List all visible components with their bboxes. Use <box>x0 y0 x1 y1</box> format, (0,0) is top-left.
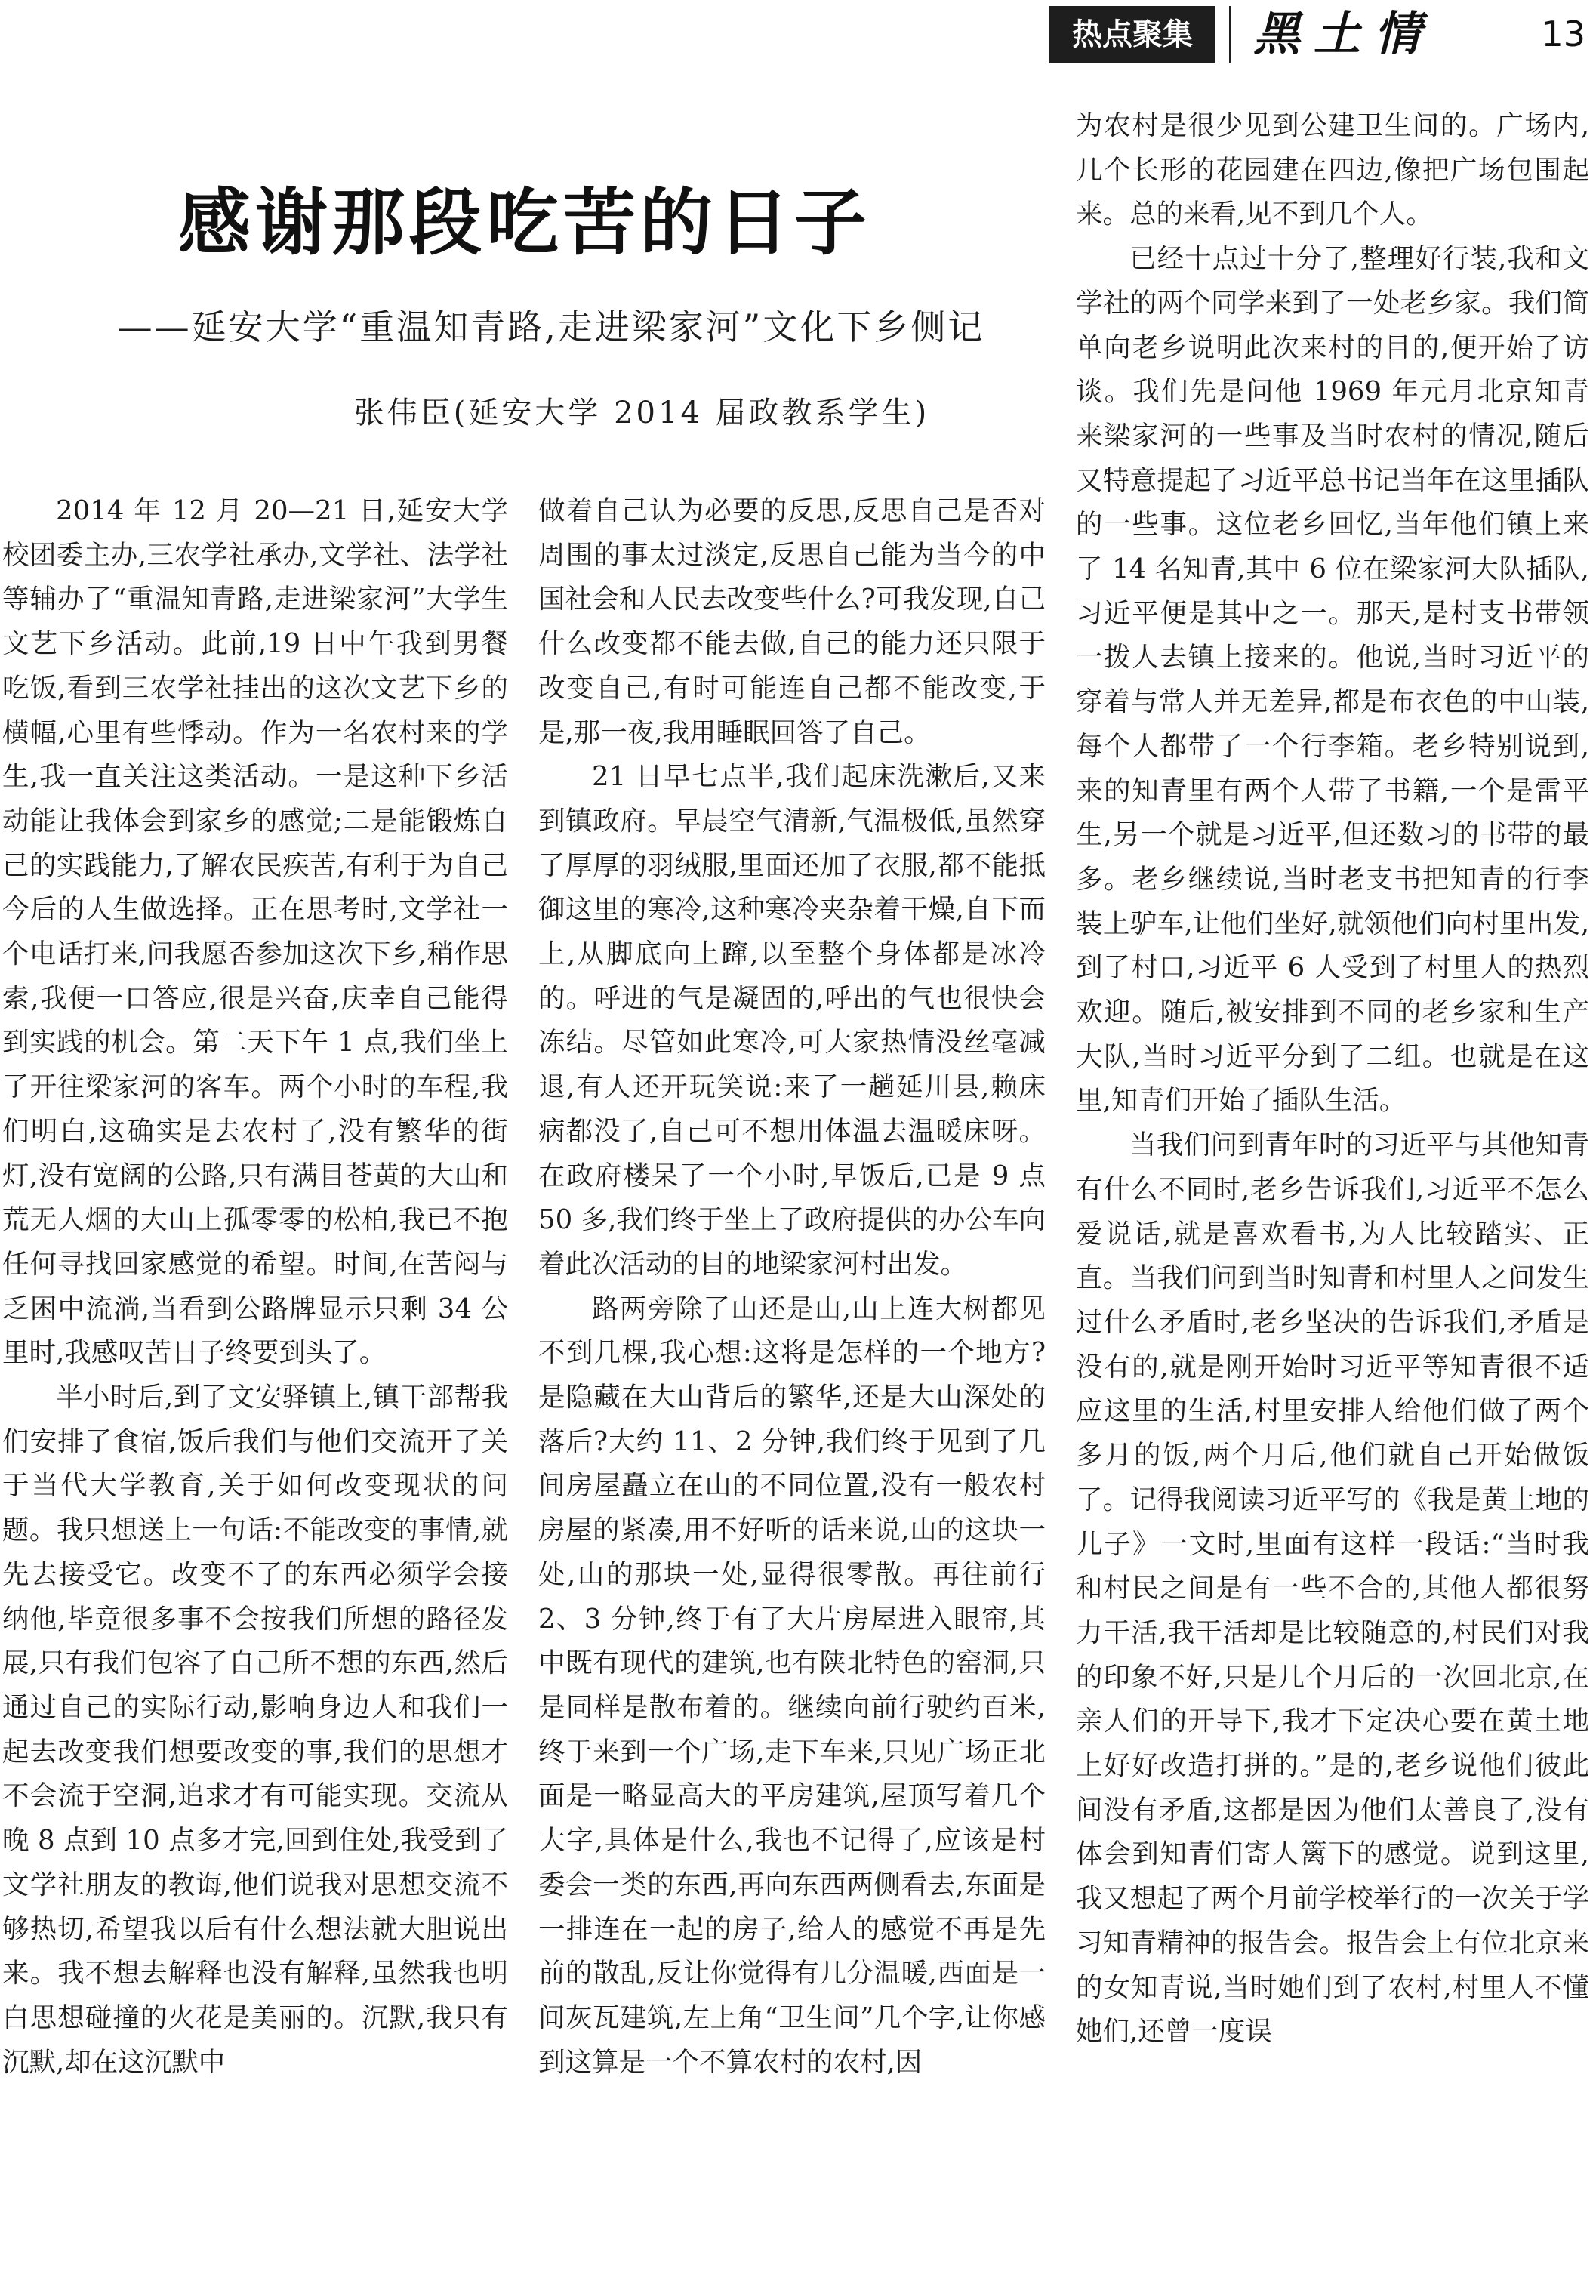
header-divider <box>1229 6 1231 63</box>
paragraph: 做着自己认为必要的反思,反思自己是否对周围的事太过淡定,反思自己能为当今的中国社会和人民去改变些什么?可我发现,自己什么改变都不能去做,自己的能力还只限于改变自己,有时可能连自己都不能改变,于是,那一夜,我用睡眠回答了自己。 <box>538 495 1046 748</box>
section-tag: 热点聚集 <box>1049 6 1215 63</box>
paragraph: 半小时后,到了文安驿镇上,镇干部帮我们安排了食宿,饭后我们与他们交流开了关于当代大学教育,关于如何改变现状的问题。我只想送上一句话:不能改变的事情,就先去接受它。改变不了的东西必须学会接纳他,毕竟很多事不会按我们所想的路径发展,只有我们包容了自己所不想的东西,然后通过自己的实际行动,影响身边人和我们一起去改变我们想要改变的事,我们的思想才不会流于空洞,追求才有可能实现。交流从晚 8 点到 10 点多才完,回到住处,我受到了文学社朋友的教诲,他们说我对思想交流不够热切,希望我以后有什么想法就大胆说出来。我不想去解释也没有解释,虽然我也明白思想碰撞的火花是美丽的。沉默,我只有沉默,却在这沉默中 <box>2 1382 508 2078</box>
article-title: 感谢那段吃苦的日子 <box>178 180 871 265</box>
magazine-logo: 黑土情 <box>1253 6 1435 61</box>
paragraph: 已经十点过十分了,整理好行装,我和文学社的两个同学来到了一处老乡家。我们简单向老乡说明此次来村的目的,便开始了访谈。我们先是问他 1969 年元月北京知青来梁家河的一些事及当时农村的情况,随后又特意提起了习近平总书记当年在这里插队的一些事。这位老乡回忆,当年他们镇上来了 14 名知青,其中 6 位在梁家河大队插队,习近平便是其中之一。那天,是村支书带领一拨人去镇上接来的。他说,当时习近平的穿着与常人并无差异,都是布衣色的中山装,每个人都带了一个行李箱。老乡特别说到,来的知青里有两个人带了书籍,一个是雷平生,另一个就是习近平,但还数习的书带的最多。老乡继续说,当时老支书把知青的行李装上驴车,让他们坐好,就领他们向村里出发,到了村口,习近平 6 人受到了村里人的热烈欢迎。随后,被安排到不同的老乡家和生产大队,当时习近平分到了二组。也就是在这里,知青们开始了插队生活。 <box>1076 243 1589 1117</box>
article-column-3 <box>1076 104 1589 2296</box>
article-subtitle: ——延安大学“重温知青路,走进梁家河”文化下乡侧记 <box>117 307 985 347</box>
paragraph: 当我们问到青年时的习近平与其他知青有什么不同时,老乡告诉我们,习近平不怎么爱说话,就是喜欢看书,为人比较踏实、正直。当我们问到当时知青和村里人之间发生过什么矛盾时,老乡坚决的告诉我们,矛盾是没有的,就是刚开始时习近平等知青很不适应这里的生活,村里安排人给他们做了两个多月的饭,两个月后,他们就自己开始做饭了。记得我阅读习近平写的《我是黄土地的儿子》一文时,里面有这样一段话:“当时我和村民之间是有一些不合的,其他人都很努力干活,我干活却是比较随意的,村民们对我的印象不好,只是几个月后的一次回北京,在亲人们的开导下,我才下定决心要在黄土地上好好改造打拼的。”是的,老乡说他们彼此间没有矛盾,这都是因为他们太善良了,没有体会到知青们寄人篱下的感觉。说到这里,我又想起了两个月前学校举行的一次关于学习知青精神的报告会。报告会上有位北京来的女知青说,当时她们到了农村,村里人不懂她们,还曾一度误 <box>1076 1130 1589 2048</box>
article-column-2 <box>538 489 1046 2296</box>
page-number: 13 <box>1541 14 1585 54</box>
article-column-1 <box>2 489 508 2296</box>
paragraph: 2014 年 12 月 20—21 日,延安大学校团委主办,三农学社承办,文学社、法学社等辅办了“重温知青路,走进梁家河”大学生文艺下乡活动。此前,19 日中午我到男餐吃饭,看到三农学社挂出的这次文艺下乡的横幅,心里有些悸动。作为一名农村来的学生,我一直关注这类活动。一是这种下乡活动能让我体会到家乡的感觉;二是能锻炼自己的实践能力,了解农民疾苦,有利于为自己今后的人生做选择。正在思考时,文学社一个电话打来,问我愿否参加这次下乡,稍作思索,我便一口答应,很是兴奋,庆幸自己能得到实践的机会。第二天下午 1 点,我们坐上了开往梁家河的客车。两个小时的车程,我们明白,这确实是去农村了,没有繁华的街灯,没有宽阔的公路,只有满目苍黄的大山和荒无人烟的大山上孤零零的松柏,我已不抱任何寻找回家感觉的希望。时间,在苦闷与乏困中流淌,当看到公路牌显示只剩 34 公里时,我感叹苦日子终要到头了。 <box>2 495 508 1369</box>
paragraph: 为农村是很少见到公建卫生间的。广场内,几个长形的花园建在四边,像把广场包围起来。总的来看,见不到几个人。 <box>1076 110 1589 230</box>
article-byline: 张伟臣(延安大学 2014 届政教系学生) <box>353 396 930 430</box>
paragraph: 路两旁除了山还是山,山上连大树都见不到几棵,我心想:这将是怎样的一个地方?是隐藏在大山背后的繁华,还是大山深处的落后?大约 11、2 分钟,我们终于见到了几间房屋矗立在山的不同位置,没有一般农村房屋的紧凑,用不好听的话来说,山的这块一处,山的那块一处,显得很零散。再往前行 2、3 分钟,终于有了大片房屋进入眼帘,其中既有现代的建筑,也有陕北特色的窑洞,只是同样是散布着的。继续向前行驶约百米,终于来到一个广场,走下车来,只见广场正北面是一略显高大的平房建筑,屋顶写着几个大字,具体是什么,我也不记得了,应该是村委会一类的东西,再向东西两侧看去,东面是一排连在一起的房子,给人的感觉不再是先前的散乱,反让你觉得有几分温暖,西面是一间灰瓦建筑,左上角“卫生间”几个字,让你感到这算是一个不算农村的农村,因 <box>538 1293 1046 2078</box>
page-header <box>0 0 1596 68</box>
paragraph: 21 日早七点半,我们起床洗漱后,又来到镇政府。早晨空气清新,气温极低,虽然穿了厚厚的羽绒服,里面还加了衣服,都不能抵御这里的寒冷,这种寒冷夹杂着干燥,自下而上,从脚底向上蹿,以至整个身体都是冰冷的。呼进的气是凝固的,呼出的气也很快会冻结。尽管如此寒冷,可大家热情没丝毫减退,有人还开玩笑说:来了一趟延川县,赖床病都没了,自己可不想用体温去温暖床呀。在政府楼呆了一个小时,早饭后,已是 9 点 50 多,我们终于坐上了政府提供的办公车向着此次活动的目的地梁家河村出发。 <box>538 761 1046 1280</box>
